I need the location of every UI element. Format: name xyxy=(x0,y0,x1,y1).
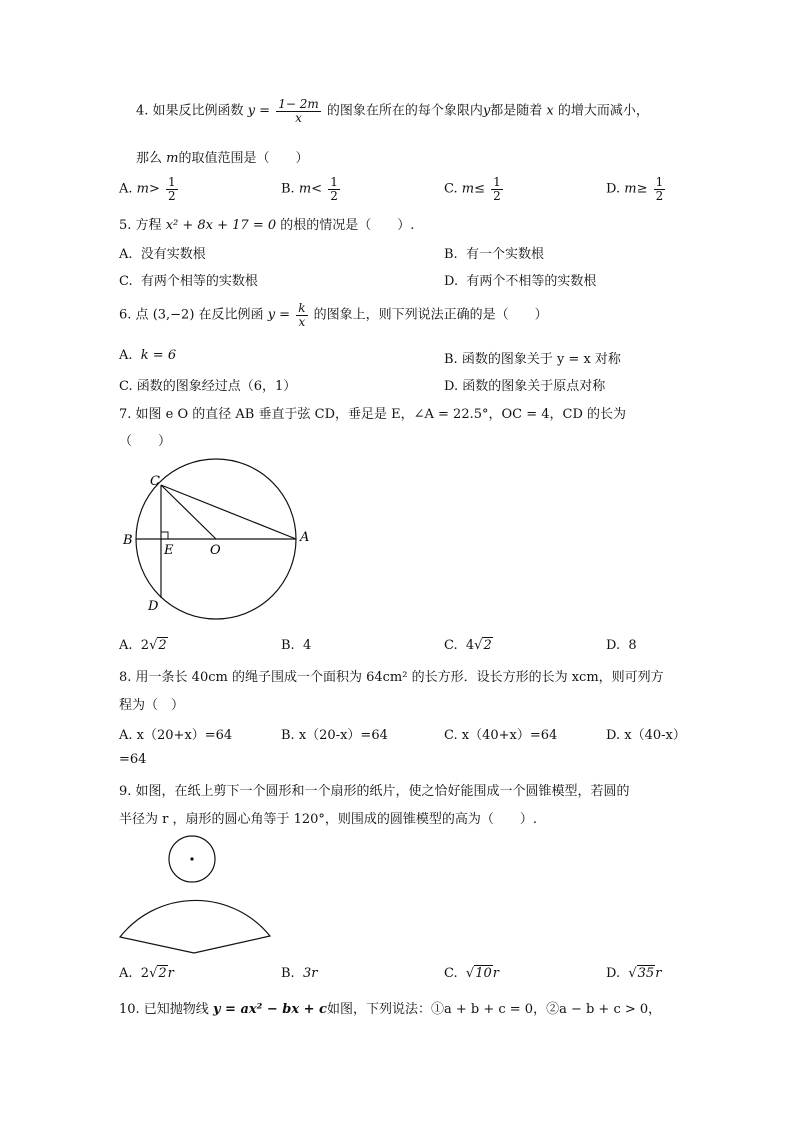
q7-line2: （ ） xyxy=(119,434,172,449)
q9-line1: 9. 如图，在纸上剪下一个圆形和一个扇形的纸片，使之恰好能围成一个圆锥模型，若圆的 xyxy=(119,784,630,799)
q4-fraction: $\frac{1- 2m}{x}$ xyxy=(278,97,319,125)
q7-circle-figure xyxy=(112,455,312,625)
label-c: C xyxy=(150,474,160,489)
q4-option-b[interactable]: B. m< $\frac{1}{2}$ xyxy=(281,175,338,203)
q5-option-c[interactable]: C. 有两个相等的实数根 xyxy=(119,274,258,289)
label-d: D xyxy=(148,599,159,614)
segment-ca xyxy=(161,485,296,539)
q7-option-a[interactable]: A. 2√2 xyxy=(119,638,167,653)
q4-line2: 那么 m的取值范围是（ ） xyxy=(136,151,309,166)
q8-option-d-wrap: =64 xyxy=(119,752,147,767)
q6-point: (3,−2) xyxy=(152,307,195,323)
q9-line2: 半径为 r ，扇形的圆心角等于 120°，则围成的圆锥模型的高为（ ）. xyxy=(119,812,538,827)
q6-option-d[interactable]: D. 函数的图象关于原点对称 xyxy=(444,379,606,394)
q8-option-b[interactable]: B. x（20-x）=64 xyxy=(281,728,388,743)
q4-line1: 4. 如果反比例函数 y = $\frac{1- 2m}{x}$ 的图象在所在的每个象限内y都是随着 x 的增大而减小， xyxy=(136,97,649,125)
q5-option-d[interactable]: D. 有两个不相等的实数根 xyxy=(444,274,597,289)
q9-option-b[interactable]: B. 3r xyxy=(281,966,318,981)
q6-fraction: $\frac{k}{x}$ xyxy=(298,301,306,329)
q5-option-a[interactable]: A. 没有实数根 xyxy=(119,247,206,262)
q8-line2: 程为（ ） xyxy=(119,698,185,713)
q8-line1: 8. 用一条长 40cm 的绳子围成一个面积为 64cm² 的长方形．设长方形的长为 xcm，则可列方 xyxy=(119,670,664,685)
label-e: E xyxy=(164,543,174,558)
q6-stem: 6. 点 (3,−2) 在反比例函 y = $\frac{k}{x}$ 的图象上，则下列说法正确的是（ ） xyxy=(119,301,548,329)
label-o: O xyxy=(210,543,221,558)
q9-option-d[interactable]: D. √35r xyxy=(606,966,662,981)
q10-stem: 10. 已知抛物线 y = ax² − bx + c如图，下列说法：①a + b + c = 0，②a − b + c > 0， xyxy=(119,1002,662,1017)
label-b: B xyxy=(123,533,133,548)
q8-option-a[interactable]: A. x（20+x）=64 xyxy=(119,728,233,743)
q7-line1: 7. 如图 e O 的直径 AB 垂直于弦 CD，垂足是 E，∠A = 22.5°，OC = 4，CD 的长为 xyxy=(119,407,627,422)
q9-option-a[interactable]: A. 2√2r xyxy=(119,966,174,981)
q4-option-a[interactable]: A. m> $\frac{1}{2}$ xyxy=(119,175,176,203)
q7-option-d[interactable]: D. 8 xyxy=(606,638,637,653)
q4-prefix: 4. 如果反比例函数 xyxy=(136,103,244,119)
q4-option-d[interactable]: D. m≥ $\frac{1}{2}$ xyxy=(606,175,664,203)
q6-option-a[interactable]: A. k = 6 xyxy=(119,348,177,363)
q7-option-c[interactable]: C. 4√2 xyxy=(444,638,492,653)
q6-option-c[interactable]: C. 函数的图象经过点（6，1） xyxy=(119,379,297,394)
q9-option-c[interactable]: C. √10r xyxy=(444,966,499,981)
q4-option-c[interactable]: C. m≤ $\frac{1}{2}$ xyxy=(444,175,501,203)
circle-center-dot xyxy=(190,857,193,860)
q5-option-b[interactable]: B. 有一个实数根 xyxy=(444,247,544,262)
q5-equation: x² + 8x + 17 = 0 xyxy=(165,218,277,233)
q8-option-c[interactable]: C. x（40+x）=64 xyxy=(444,728,558,743)
q7-option-b[interactable]: B. 4 xyxy=(281,638,312,653)
q4-mid: 的图象在所在的每个象限内 xyxy=(326,103,483,119)
q5-stem: 5. 方程 x² + 8x + 17 = 0 的根的情况是（ ）. xyxy=(119,218,415,233)
q10-equation: y = ax² − bx + c xyxy=(212,1002,327,1017)
right-angle-mark xyxy=(161,532,168,539)
segment-co xyxy=(161,485,216,539)
sector-shape xyxy=(120,900,270,953)
q8-option-d[interactable]: D. x（40-x） xyxy=(606,728,686,743)
q6-option-b[interactable]: B. 函数的图象关于 y = x 对称 xyxy=(444,352,621,367)
q4-func-lhs: y = xyxy=(247,103,271,119)
q9-cone-figure xyxy=(112,832,312,957)
label-a: A xyxy=(300,530,310,545)
